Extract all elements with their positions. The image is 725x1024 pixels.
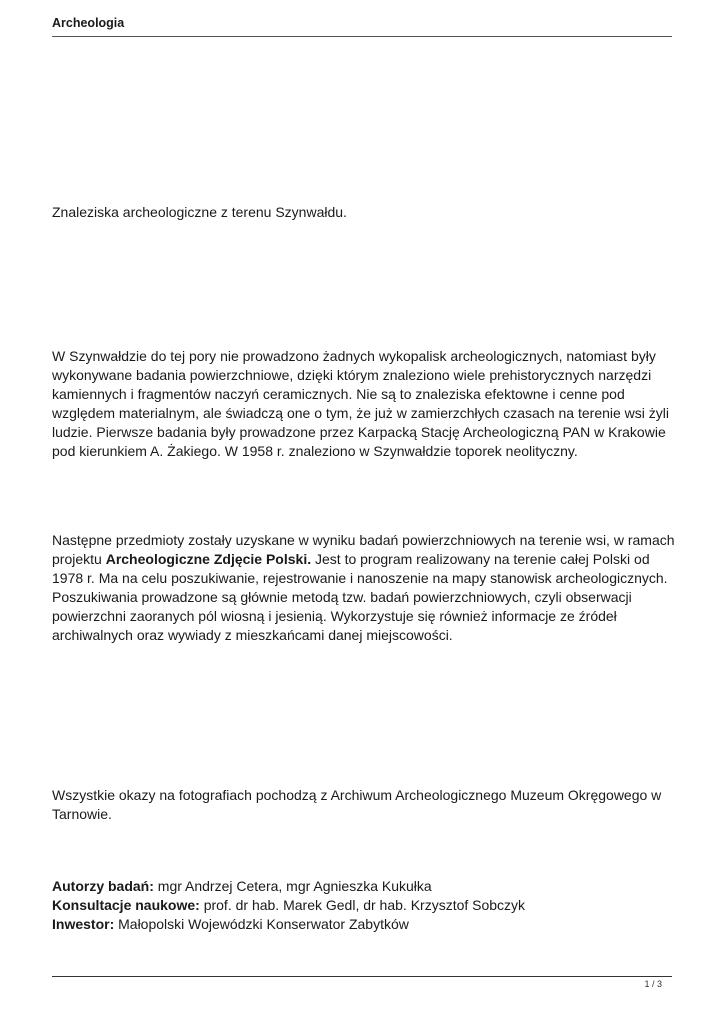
paragraph-3: Wszystkie okazy na fotografiach pochodzą z Archiwum Archeologicznego Muzeum Okręgowego w Tarnowie. [52,787,662,822]
page-header [52,14,672,37]
project-name: Archeologiczne Zdjęcie Polski. [105,550,312,567]
authors-value: mgr Andrzej Cetera, mgr Agnieszka Kukułka [153,878,432,894]
paragraph-1: W Szynwałdzie do tej pory nie prowadzono żadnych wykopalisk archeologicznych, natomiast były wykonywane badania powierzchniowe, dzięki którym znaleziono wiele prehistorycznych narzędzi kamiennych i fragmentów naczyń ceramicznych. Nie są to znaleziska efektowne i cenne pod względem materialnym, ale świadczą one o tym, że już w zamierzchłych czasach na terenie wsi żyli ludzie. Pierwsze badania były prowadzone przez Karpacką Stację Archeologiczną PAN w Krakowie pod kierunkiem A. Żakiego. W 1958 r. znaleziono w Szynwałdzie toporek neolityczny. [52,348,670,459]
authors-label: Autorzy badań: [52,878,154,894]
credits-investor [52,915,677,934]
consult-value: prof. dr hab. Marek Gedl, dr hab. Krzysztof Sobczyk [199,896,526,913]
credits-consult [52,896,677,915]
credits-authors [52,877,677,896]
consult-label: Konsultacje naukowe: [52,896,200,913]
paragraph-2-text-before: Następne przedmioty zostały uzyskane w wyniku badań powierzchniowych na terenie wsi, w ramach projektu [52,532,675,567]
credits-block [52,877,677,934]
intro-text: Znaleziska archeologiczne z terenu Szynwałdu. [52,204,347,220]
paragraph-2 [52,531,677,644]
paragraph-2-text-after: Jest to program realizowany na terenie całej Polski od 1978 r. Ma na celu poszukiwanie, rejestrowanie i nanoszenie na mapy stanowisk archeologicznych. Poszukiwania prowadzone są głównie metodą tzw. badań powierzchniowych, czyli obserwacji powierzchni zaoranych pól wiosną i jesienią. Wykorzystuje się również informacje ze źródeł archiwalnych oraz wywiady z mieszkańcami danej miejscowości. [52,550,668,643]
investor-label: Inwestor: [52,915,115,932]
footer-divider [52,976,672,977]
investor-value: Małopolski Wojewódzki Konserwator Zabytków [114,915,409,932]
header-title: Archeologia [52,16,125,30]
page-number: 1 / 3 [644,979,662,989]
